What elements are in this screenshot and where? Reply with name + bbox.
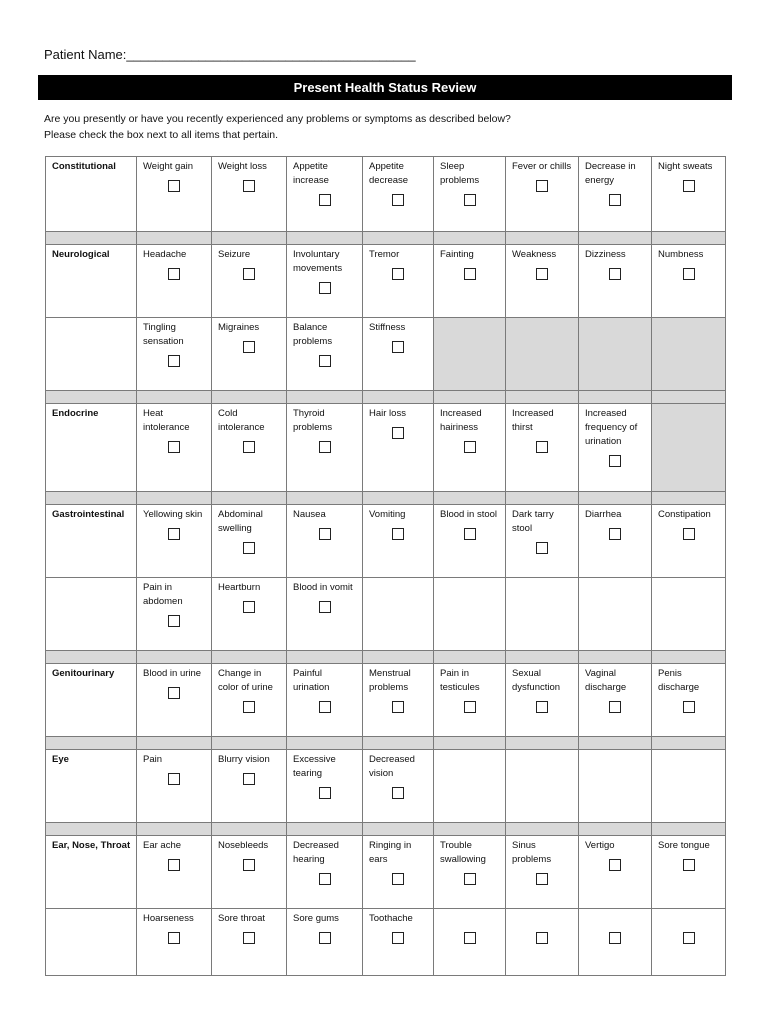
section-row: [46, 909, 726, 976]
symptom-checkbox[interactable]: [319, 701, 331, 713]
symptom-cell: [506, 245, 579, 318]
symptom-checkbox[interactable]: [683, 528, 695, 540]
symptom-checkbox[interactable]: [536, 701, 548, 713]
symptom-checkbox[interactable]: [683, 180, 695, 192]
symptom-label: Dark tarry stool: [512, 509, 554, 534]
symptom-label: Excessive tearing: [293, 754, 336, 779]
symptom-checkbox[interactable]: [392, 528, 404, 540]
symptom-label: Hair loss: [369, 408, 406, 419]
symptom-cell: [434, 505, 506, 578]
divider-cell: [287, 391, 363, 404]
symptom-checkbox[interactable]: [683, 268, 695, 280]
divider-cell: [212, 737, 287, 750]
symptom-checkbox[interactable]: [243, 932, 255, 944]
symptom-cell: [287, 664, 363, 737]
divider-cell: [137, 651, 212, 664]
symptom-checkbox[interactable]: [319, 932, 331, 944]
review-of-systems-table: [45, 156, 726, 976]
symptom-cell: [363, 836, 434, 909]
symptom-checkbox[interactable]: [609, 268, 621, 280]
symptom-cell: [506, 578, 579, 651]
symptom-label: Abdominal swelling: [218, 509, 263, 534]
symptom-cell: [363, 157, 434, 232]
divider-cell: [137, 232, 212, 245]
symptom-cell: [287, 578, 363, 651]
symptom-checkbox[interactable]: [243, 701, 255, 713]
divider-cell: [46, 492, 137, 505]
divider-cell: [212, 651, 287, 664]
symptom-checkbox[interactable]: [392, 427, 404, 439]
divider-cell: [579, 823, 652, 836]
symptom-label: Thyroid problems: [293, 408, 333, 433]
symptom-checkbox[interactable]: [168, 615, 180, 627]
symptom-checkbox[interactable]: [536, 180, 548, 192]
section-divider: [46, 737, 726, 750]
patient-name-field[interactable]: Patient Name:________________________________________: [44, 47, 416, 62]
section-divider: [46, 391, 726, 404]
symptom-label: Blood in vomit: [293, 582, 353, 593]
symptom-label: Stiffness: [369, 322, 406, 333]
symptom-label: Heat intolerance: [143, 408, 190, 433]
divider-cell: [579, 492, 652, 505]
symptom-label: Appetite increase: [293, 161, 329, 186]
symptom-cell: [652, 836, 726, 909]
symptom-cell: [212, 750, 287, 823]
symptom-label: Nausea: [293, 509, 326, 520]
symptom-cell: [579, 750, 652, 823]
symptom-checkbox[interactable]: [168, 355, 180, 367]
symptom-checkbox[interactable]: [319, 528, 331, 540]
symptom-cell: [363, 318, 434, 391]
symptom-label: Increased frequency of urination: [585, 408, 638, 447]
symptom-label: Migraines: [218, 322, 260, 333]
symptom-cell: [652, 318, 726, 391]
divider-cell: [212, 492, 287, 505]
symptom-label: Cold intolerance: [218, 408, 265, 433]
section-label: [46, 909, 137, 976]
divider-cell: [363, 232, 434, 245]
symptom-checkbox[interactable]: [168, 859, 180, 871]
symptom-cell: [434, 404, 506, 492]
symptom-label: Decreased hearing: [293, 840, 339, 865]
symptom-label: Diarrhea: [585, 509, 622, 520]
divider-cell: [579, 391, 652, 404]
symptom-label: Decrease in energy: [585, 161, 636, 186]
section-row: [46, 404, 726, 492]
divider-cell: [434, 737, 506, 750]
symptom-checkbox[interactable]: [168, 773, 180, 785]
symptom-checkbox[interactable]: [464, 528, 476, 540]
divider-cell: [506, 391, 579, 404]
divider-cell: [579, 737, 652, 750]
symptom-cell: [287, 909, 363, 976]
section-label: Gastrointestinal: [46, 505, 137, 578]
symptom-checkbox[interactable]: [168, 268, 180, 280]
symptom-cell: [579, 909, 652, 976]
divider-cell: [212, 823, 287, 836]
symptom-checkbox[interactable]: [168, 687, 180, 699]
symptom-label: Pain in abdomen: [143, 582, 183, 607]
divider-cell: [46, 232, 137, 245]
section-label: [46, 318, 137, 391]
symptom-label: Sinus problems: [512, 840, 552, 865]
symptom-label: Fever or chills: [512, 161, 572, 172]
divider-cell: [363, 823, 434, 836]
symptom-cell: [137, 664, 212, 737]
section-divider: [46, 651, 726, 664]
divider-cell: [46, 651, 137, 664]
symptom-checkbox[interactable]: [168, 180, 180, 192]
divider-cell: [652, 737, 726, 750]
symptom-cell: [506, 750, 579, 823]
symptom-checkbox[interactable]: [536, 932, 548, 944]
divider-cell: [652, 492, 726, 505]
symptom-checkbox[interactable]: [464, 441, 476, 453]
symptom-label: Sore gums: [293, 913, 339, 924]
section-row: [46, 157, 726, 232]
symptom-checkbox[interactable]: [243, 773, 255, 785]
symptom-label: Pain in testicules: [440, 668, 480, 693]
section-label: [46, 578, 137, 651]
symptom-label: Blood in urine: [143, 668, 202, 679]
symptom-label: Weight gain: [143, 161, 193, 172]
divider-cell: [137, 737, 212, 750]
symptom-label: Yellowing skin: [143, 509, 203, 520]
symptom-checkbox[interactable]: [319, 355, 331, 367]
symptom-cell: [287, 318, 363, 391]
symptom-checkbox[interactable]: [168, 441, 180, 453]
symptom-label: Sleep problems: [440, 161, 480, 186]
symptom-cell: [506, 404, 579, 492]
divider-cell: [434, 823, 506, 836]
symptom-cell: [434, 578, 506, 651]
symptom-cell: [212, 318, 287, 391]
symptom-checkbox[interactable]: [464, 701, 476, 713]
symptom-checkbox[interactable]: [168, 528, 180, 540]
symptom-label: Decreased vision: [369, 754, 415, 779]
symptom-label: Increased hairiness: [440, 408, 482, 433]
divider-cell: [506, 232, 579, 245]
divider-cell: [137, 391, 212, 404]
symptom-cell: [137, 578, 212, 651]
symptom-cell: [212, 836, 287, 909]
symptom-checkbox[interactable]: [319, 282, 331, 294]
divider-cell: [137, 492, 212, 505]
symptom-label: Ringing in ears: [369, 840, 412, 865]
symptom-cell: [579, 157, 652, 232]
divider-cell: [652, 391, 726, 404]
symptom-label: Seizure: [218, 249, 251, 260]
symptom-checkbox[interactable]: [464, 873, 476, 885]
form-title: Present Health Status Review: [38, 75, 732, 100]
divider-cell: [287, 823, 363, 836]
section-row: [46, 505, 726, 578]
symptom-cell: [212, 404, 287, 492]
symptom-label: Fainting: [440, 249, 474, 260]
symptom-label: Weight loss: [218, 161, 267, 172]
symptom-label: Blurry vision: [218, 754, 270, 765]
symptom-label: Ear ache: [143, 840, 182, 851]
divider-cell: [363, 651, 434, 664]
symptom-cell: [579, 245, 652, 318]
symptom-cell: [506, 505, 579, 578]
symptom-checkbox[interactable]: [392, 341, 404, 353]
symptom-checkbox[interactable]: [609, 932, 621, 944]
divider-cell: [287, 651, 363, 664]
symptom-checkbox[interactable]: [392, 701, 404, 713]
section-label: Neurological: [46, 245, 137, 318]
symptom-cell: [579, 836, 652, 909]
symptom-label: Change in color of urine: [218, 668, 273, 693]
instruction-line-2: Please check the box next to all items that pertain.: [44, 129, 279, 141]
instructions: [44, 111, 511, 143]
symptom-checkbox[interactable]: [319, 441, 331, 453]
symptom-label: Painful urination: [293, 668, 330, 693]
symptom-label: Menstrual problems: [369, 668, 411, 693]
symptom-cell: [506, 909, 579, 976]
symptom-checkbox[interactable]: [243, 268, 255, 280]
symptom-label: Weakness: [512, 249, 557, 260]
symptom-label: Trouble swallowing: [440, 840, 486, 865]
symptom-label: Sore tongue: [658, 840, 710, 851]
symptom-checkbox[interactable]: [609, 455, 621, 467]
symptom-checkbox[interactable]: [243, 542, 255, 554]
symptom-cell: [652, 750, 726, 823]
divider-cell: [363, 737, 434, 750]
symptom-label: Dizziness: [585, 249, 626, 260]
symptom-label: Pain: [143, 754, 163, 765]
section-label: Constitutional: [46, 157, 137, 232]
symptom-cell: [579, 505, 652, 578]
symptom-checkbox[interactable]: [536, 542, 548, 554]
symptom-label: Vomiting: [369, 509, 406, 520]
symptom-checkbox[interactable]: [243, 341, 255, 353]
symptom-cell: [287, 836, 363, 909]
symptom-cell: [652, 505, 726, 578]
symptom-label: Heartburn: [218, 582, 261, 593]
symptom-checkbox[interactable]: [392, 268, 404, 280]
symptom-label: Numbness: [658, 249, 704, 260]
symptom-checkbox[interactable]: [319, 873, 331, 885]
section-label: Endocrine: [46, 404, 137, 492]
symptom-cell: [363, 664, 434, 737]
symptom-checkbox[interactable]: [683, 701, 695, 713]
divider-cell: [652, 651, 726, 664]
symptom-cell: [137, 909, 212, 976]
symptom-cell: [579, 578, 652, 651]
symptom-checkbox[interactable]: [392, 873, 404, 885]
symptom-checkbox[interactable]: [609, 859, 621, 871]
symptom-label: Sore throat: [218, 913, 265, 924]
symptom-cell: [506, 836, 579, 909]
symptom-label: Blood in stool: [440, 509, 498, 520]
symptom-cell: [212, 664, 287, 737]
symptom-cell: [652, 157, 726, 232]
symptom-cell: [212, 245, 287, 318]
symptom-cell: [434, 909, 506, 976]
divider-cell: [579, 232, 652, 245]
symptom-cell: [137, 505, 212, 578]
symptom-cell: [652, 404, 726, 492]
symptom-cell: [434, 245, 506, 318]
symptom-cell: [137, 750, 212, 823]
symptom-label: Sexual dysfunction: [512, 668, 561, 693]
divider-cell: [579, 651, 652, 664]
divider-cell: [434, 391, 506, 404]
symptom-label: Penis discharge: [658, 668, 700, 693]
divider-cell: [46, 391, 137, 404]
symptom-cell: [287, 505, 363, 578]
symptom-cell: [652, 578, 726, 651]
symptom-cell: [434, 664, 506, 737]
section-divider: [46, 492, 726, 505]
symptom-cell: [137, 157, 212, 232]
symptom-cell: [363, 909, 434, 976]
symptom-checkbox[interactable]: [536, 268, 548, 280]
symptom-label: Constipation: [658, 509, 711, 520]
divider-cell: [506, 492, 579, 505]
symptom-cell: [212, 157, 287, 232]
symptom-cell: [363, 505, 434, 578]
symptom-cell: [434, 750, 506, 823]
symptom-label: Balance problems: [293, 322, 333, 347]
divider-cell: [363, 492, 434, 505]
symptom-label: Increased thirst: [512, 408, 554, 433]
symptom-checkbox[interactable]: [243, 441, 255, 453]
symptom-cell: [579, 318, 652, 391]
symptom-cell: [652, 909, 726, 976]
symptom-checkbox[interactable]: [168, 932, 180, 944]
divider-cell: [434, 232, 506, 245]
symptom-cell: [434, 836, 506, 909]
symptom-checkbox[interactable]: [392, 194, 404, 206]
divider-cell: [434, 651, 506, 664]
symptom-cell: [137, 318, 212, 391]
divider-cell: [287, 492, 363, 505]
symptom-checkbox[interactable]: [536, 441, 548, 453]
symptom-checkbox[interactable]: [319, 601, 331, 613]
symptom-cell: [652, 664, 726, 737]
symptom-cell: [363, 404, 434, 492]
symptom-checkbox[interactable]: [609, 701, 621, 713]
symptom-checkbox[interactable]: [243, 180, 255, 192]
symptom-checkbox[interactable]: [243, 601, 255, 613]
divider-cell: [506, 651, 579, 664]
symptom-label: Night sweats: [658, 161, 713, 172]
symptom-cell: [434, 318, 506, 391]
instruction-line-1: Are you presently or have you recently experienced any problems or symptoms as described below?: [44, 113, 511, 125]
section-row: [46, 578, 726, 651]
symptom-checkbox[interactable]: [609, 528, 621, 540]
symptom-checkbox[interactable]: [392, 932, 404, 944]
section-label: Genitourinary: [46, 664, 137, 737]
symptom-cell: [506, 318, 579, 391]
symptom-checkbox[interactable]: [319, 194, 331, 206]
symptom-cell: [579, 404, 652, 492]
symptom-checkbox[interactable]: [243, 859, 255, 871]
divider-cell: [652, 823, 726, 836]
symptom-label: Hoarseness: [143, 913, 194, 924]
divider-cell: [212, 232, 287, 245]
divider-cell: [137, 823, 212, 836]
symptom-label: Vaginal discharge: [585, 668, 627, 693]
symptom-checkbox[interactable]: [536, 873, 548, 885]
symptom-cell: [652, 245, 726, 318]
symptom-cell: [287, 404, 363, 492]
section-divider: [46, 823, 726, 836]
symptom-cell: [212, 578, 287, 651]
divider-cell: [652, 232, 726, 245]
symptom-cell: [363, 750, 434, 823]
symptom-checkbox[interactable]: [464, 194, 476, 206]
symptom-label: Nosebleeds: [218, 840, 269, 851]
divider-cell: [46, 737, 137, 750]
symptom-cell: [434, 157, 506, 232]
symptom-cell: [579, 664, 652, 737]
divider-cell: [506, 823, 579, 836]
section-label: Eye: [46, 750, 137, 823]
symptom-cell: [506, 664, 579, 737]
symptom-cell: [506, 157, 579, 232]
divider-cell: [212, 391, 287, 404]
symptom-checkbox[interactable]: [683, 859, 695, 871]
symptom-cell: [287, 245, 363, 318]
divider-cell: [287, 232, 363, 245]
symptom-cell: [137, 404, 212, 492]
symptom-label: Headache: [143, 249, 187, 260]
section-row: [46, 318, 726, 391]
symptom-cell: [287, 750, 363, 823]
symptom-cell: [287, 157, 363, 232]
divider-cell: [46, 823, 137, 836]
section-label: Ear, Nose, Throat: [46, 836, 137, 909]
section-row: [46, 664, 726, 737]
symptom-cell: [212, 909, 287, 976]
symptom-checkbox[interactable]: [609, 194, 621, 206]
symptom-cell: [137, 836, 212, 909]
symptom-label: Toothache: [369, 913, 413, 924]
section-row: [46, 245, 726, 318]
symptom-checkbox[interactable]: [464, 932, 476, 944]
symptom-checkbox[interactable]: [319, 787, 331, 799]
symptom-label: Tremor: [369, 249, 400, 260]
section-divider: [46, 232, 726, 245]
symptom-label: Involuntary movements: [293, 249, 343, 274]
symptom-checkbox[interactable]: [683, 932, 695, 944]
section-row: [46, 750, 726, 823]
section-row: [46, 836, 726, 909]
symptom-label: Tingling sensation: [143, 322, 184, 347]
symptom-label: Vertigo: [585, 840, 615, 851]
symptom-cell: [363, 578, 434, 651]
divider-cell: [363, 391, 434, 404]
symptom-cell: [212, 505, 287, 578]
symptom-checkbox[interactable]: [464, 268, 476, 280]
symptom-checkbox[interactable]: [392, 787, 404, 799]
divider-cell: [506, 737, 579, 750]
symptom-cell: [137, 245, 212, 318]
divider-cell: [434, 492, 506, 505]
symptom-label: Appetite decrease: [369, 161, 409, 186]
symptom-cell: [363, 245, 434, 318]
divider-cell: [287, 737, 363, 750]
